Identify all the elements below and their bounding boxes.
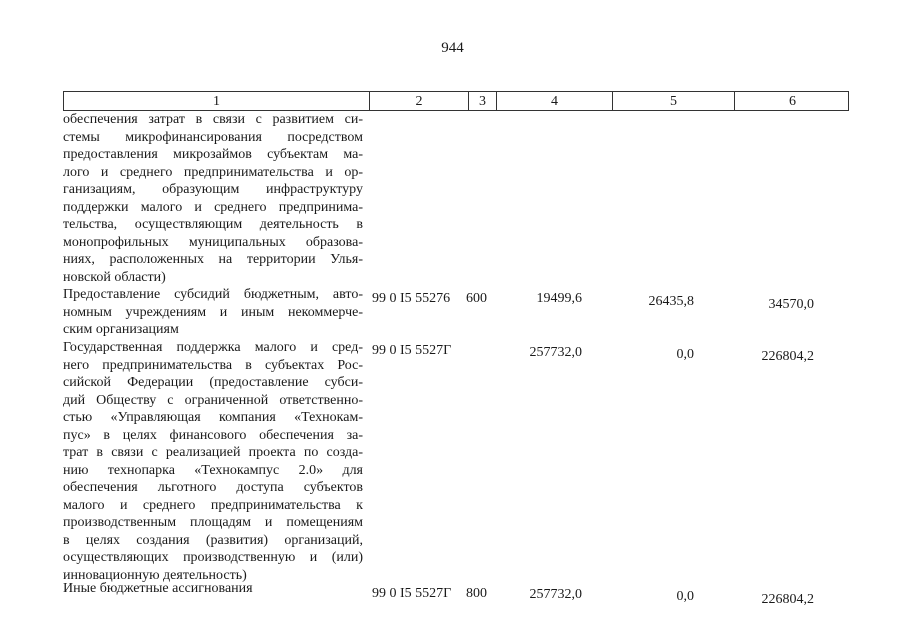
amount-col-5: 0,0 bbox=[676, 347, 694, 362]
amount-col-6: 34570,0 bbox=[768, 297, 814, 312]
description-line: номным учреждениям и иным некоммерче- bbox=[63, 304, 363, 320]
amount-col-5: 0,0 bbox=[676, 589, 694, 604]
description-line: Предоставление субсидий бюджетным, авто- bbox=[63, 287, 363, 302]
amount-col-4: 257732,0 bbox=[529, 587, 582, 602]
amount-col-5: 26435,8 bbox=[648, 294, 694, 309]
description-line: инновационную деятельность) bbox=[63, 567, 247, 583]
description-line: осуществляющих производственную и (или) bbox=[63, 550, 363, 565]
amount-col-4: 257732,0 bbox=[529, 345, 582, 360]
description-line: обеспечения льготного доступа субъектов bbox=[63, 480, 363, 495]
amount-col-6: 226804,2 bbox=[761, 592, 814, 607]
expense-type-code: 800 bbox=[466, 586, 487, 601]
header-col-1: 1 bbox=[64, 92, 370, 110]
description-line: сийской Федерации (предоставление субси- bbox=[63, 375, 363, 390]
target-article-code: 99 0 I5 5527Г bbox=[372, 343, 452, 358]
header-col-5: 5 bbox=[613, 92, 735, 110]
header-col-4: 4 bbox=[497, 92, 613, 110]
target-article-code: 99 0 I5 55276 bbox=[372, 291, 451, 306]
description-line: малого и среднего предпринимательства к bbox=[63, 497, 363, 513]
description-line: обеспечения затрат в связи с развитием си- bbox=[63, 112, 363, 127]
description-line: предоставления микрозаймов субъектам ма- bbox=[63, 147, 363, 162]
row-description bbox=[63, 111, 363, 286]
row-description bbox=[63, 286, 363, 339]
row-description bbox=[63, 580, 363, 598]
table-header bbox=[63, 91, 849, 111]
header-col-6: 6 bbox=[789, 94, 796, 109]
row-description bbox=[63, 339, 363, 584]
description-line: стью «Управляющая компания «Технокам- bbox=[63, 410, 363, 425]
expense-type-code: 600 bbox=[466, 291, 487, 306]
description-line: него предпринимательства в субъектах Рос- bbox=[63, 357, 363, 373]
description-line: ниях, расположенных на территории Улья- bbox=[63, 252, 363, 267]
amount-col-6: 226804,2 bbox=[761, 349, 814, 364]
description-line: нию технопарка «Технокампус 2.0» для bbox=[63, 462, 363, 478]
description-line: лого и среднего предпринимательства и ор- bbox=[63, 164, 363, 180]
description-line: поддержки малого и среднего предпринима- bbox=[63, 199, 363, 215]
description-line: дий Обществу с ограниченной ответственно- bbox=[63, 392, 363, 408]
description-line: пус» в целях финансового обеспечения за- bbox=[63, 427, 363, 443]
description-line: ганизациям, образующим инфраструктуру bbox=[63, 182, 363, 197]
header-col-3: 3 bbox=[469, 92, 497, 110]
target-article-code: 99 0 I5 5527Г bbox=[372, 586, 452, 601]
description-line: ским организациям bbox=[63, 322, 179, 337]
description-line: производственным площадям и помещениям bbox=[63, 515, 363, 530]
amount-col-4: 19499,6 bbox=[536, 291, 582, 306]
description-line: Государственная поддержка малого и сред- bbox=[63, 340, 363, 355]
description-line: стемы микрофинансирования посредством bbox=[63, 129, 363, 145]
description-line: Иные бюджетные ассигнования bbox=[63, 581, 253, 596]
description-line: тельства, осуществляющим деятельность в bbox=[63, 217, 363, 232]
description-line: в целях создания (развития) организаций, bbox=[63, 532, 363, 548]
page-number: 944 bbox=[441, 40, 464, 56]
description-line: трат в связи с реализацией проекта по созда- bbox=[63, 445, 363, 460]
description-line: монопрофильных муниципальных образова- bbox=[63, 234, 363, 250]
description-line: новской области) bbox=[63, 269, 166, 285]
header-col-2: 2 bbox=[370, 92, 469, 110]
